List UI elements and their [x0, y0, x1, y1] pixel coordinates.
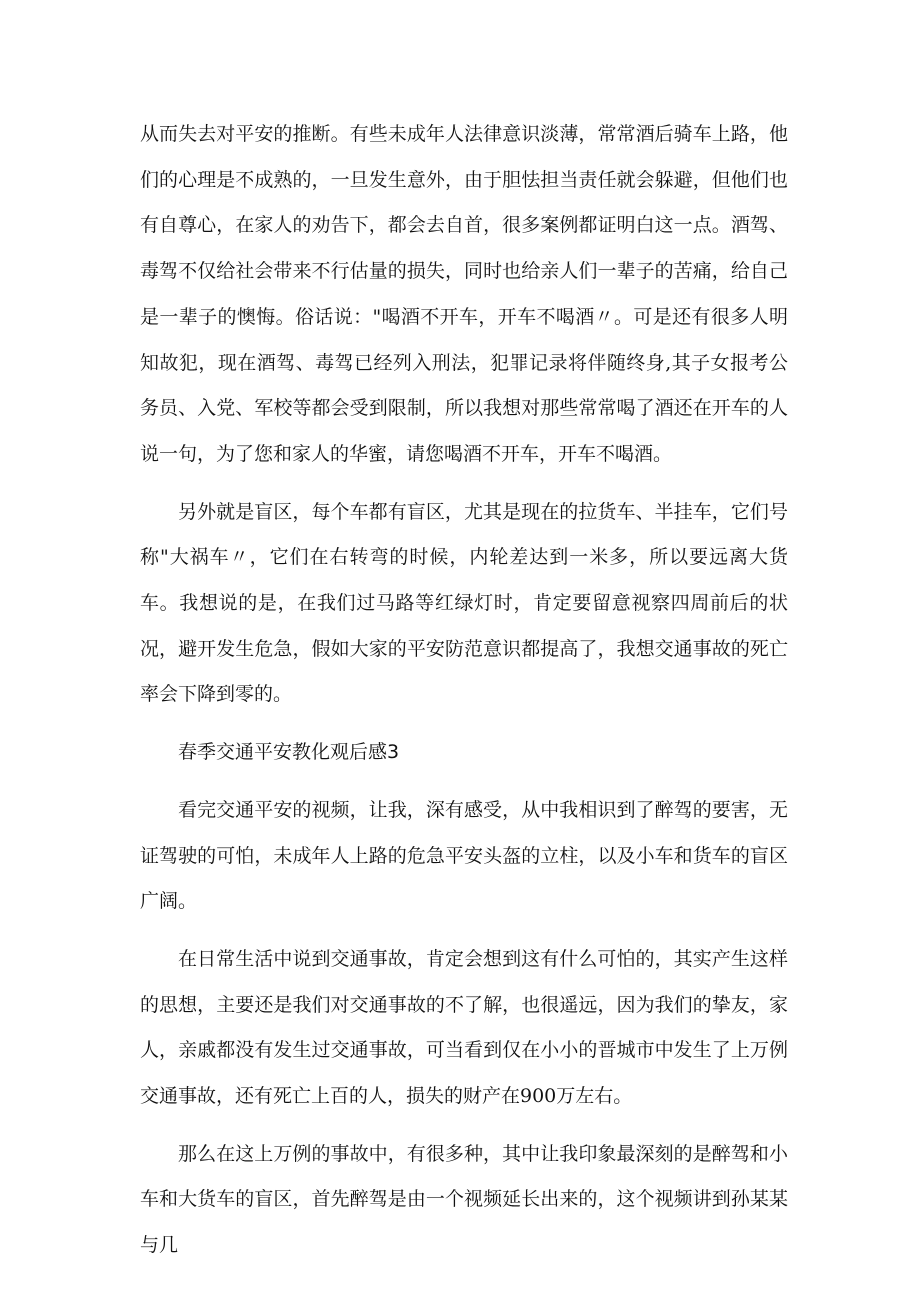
paragraph-2: 另外就是盲区，每个车都有盲区，尤其是现在的拉货车、半挂车，它们号称"大祸车〃，它们在右转弯的时候，内轮差达到一米多，所以要远离大货车。我想说的是，在我们过马路等红绿灯时，肯定要留意视察四周前后的状况，避开发生危急，假如大家的平安防范意识都提高了，我想交通事故的死亡率会下降到零的。: [140, 500, 788, 706]
section-paragraph-2: 在日常生活中说到交通事故，肯定会想到这有什么可怕的，其实产生这样的思想，主要还是我们对交通事故的不了解，也很遥远，因为我们的挚友，家人，亲戚都没有发生过交通事故，可当看到仅在小小的晋城市中发生了上万例交通事故，还有死亡上百的人，损失的财产在900万左右。: [140, 947, 788, 1108]
section-paragraph-1: 看完交通平安的视频，让我，深有感受，从中我相识到了醉驾的要害，无证驾驶的可怕，未成年人上路的危急平安头盔的立柱，以及小车和货车的盲区广阔。: [140, 798, 788, 913]
section-title: 春季交通平安教化观后感3: [178, 741, 400, 764]
document-page: [140, 112, 788, 1269]
section-paragraph-3: 那么在这上万例的事故中，有很多种，其中让我印象最深刻的是醉驾和小车和大货车的盲区，首先醉驾是由一个视频延长出来的，这个视频讲到孙某某与几: [140, 1142, 788, 1257]
paragraph-1: 从而失去对平安的推断。有些未成年人法律意识淡薄，常常酒后骑车上路，他们的心理是不成熟的，一旦发生意外，由于胆怯担当责任就会躲避，但他们也有自尊心，在家人的劝告下，都会去自首，很多案例都证明白这一点。酒驾、毒驾不仅给社会带来不行估量的损失，同时也给亲人们一辈子的苦痛，给自己是一辈子的懊悔。俗话说："喝酒不开车，开车不喝酒〃。可是还有很多人明知故犯，现在酒驾、毒驾已经列入刑法，犯罪记录将伴随终身,其子女报考公务员、入党、军校等都会受到限制，所以我想对那些常常喝了酒还在开车的人说一句，为了您和家人的华蜜，请您喝酒不开车，开车不喝酒。: [140, 123, 788, 465]
